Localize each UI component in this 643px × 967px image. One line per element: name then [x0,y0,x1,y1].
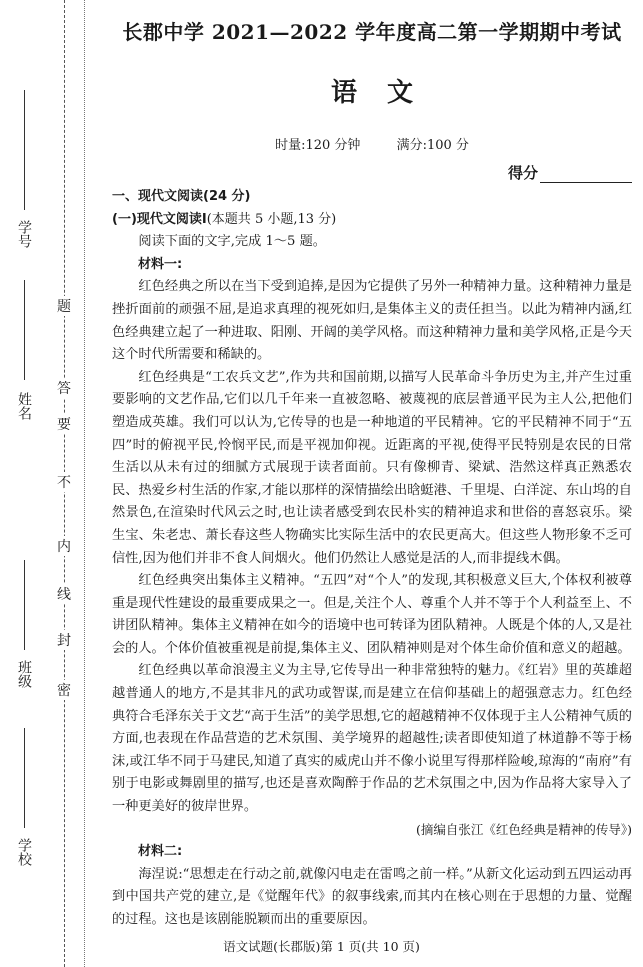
seal-char: 密 [56,680,72,700]
school-blank[interactable] [24,728,25,828]
reading-section [112,186,632,932]
binding-margin [0,0,90,967]
time-limit: 时量:120 分钟 [275,138,361,153]
score-label: 得分 [507,164,538,182]
class-blank[interactable] [24,560,25,650]
seal-char: 不 [56,472,72,492]
exam-title: 长郡中学 2021—2022 学年度高二第一学期期中考试 [122,20,622,44]
seal-char: 要 [56,414,72,434]
seal-dotted-line [84,0,85,967]
subsection-title: (一)现代文阅读Ⅰ [112,211,207,227]
seal-char: 线 [56,584,72,604]
student-id-label: 学号 [16,220,32,248]
subsection-note: (本题共 5 小题,13 分) [206,211,337,227]
score-blank[interactable] [540,169,632,183]
section-heading: 一、现代文阅读(24 分) [112,189,251,204]
paragraph: 红色经典突出集体主义精神。“五四”对“个人”的发现,其积极意义巨大,个体权利被尊重是现代性建设的最重要成果之一。但是,关注个人、尊重个人并不等于个人利益至上、不讲团队精神。集体主义精神在如今的语境中也可转译为团队精神。人既是个体的人,又是社会的人。个体价值被重视是前提,集体主义、团队精神则是对个体生命价值和意义的超越。 [112,573,632,656]
page-footer: 语文试题(长郡版)第 1 页(共 10 页) [223,939,420,954]
subsection-heading [112,209,632,232]
seal-char: 封 [56,630,72,650]
seal-char: 内 [56,536,72,556]
exam-meta [112,134,632,153]
seal-char: 答 [56,378,72,398]
material-label: 材料一: [138,256,183,272]
school-label: 学校 [16,838,32,866]
paragraph: 红色经典之所以在当下受到追捧,是因为它提供了另外一种精神力量。这种精神力量是挫折面前的顽强不屈,是追求真理的视死如归,是集体主义的责任担当。以此为精神内涵,红色经典建立起了一种进取、阳刚、开阔的美学风格。而这种精神力量和美学风格,正是今天这个时代所需要和稀缺的。 [112,279,632,363]
paragraph: 红色经典是“工农兵文艺”,作为共和国前期,以描写人民革命斗争历史为主,并产生过重要影响的文艺作品,它们以几千年来一直被忽略、被蔑视的底层普通平民为主人公,把他们塑造成英雄。我们可以认为,它传导的也是一种地道的平民精神。它的平民精神不同于“五四”时的俯视平民,怜悯平民,而是平视加仰视。近距离的平视,使得平民特别是农民的日常生活以从未有过的细腻方式展现于读者面前。只有像柳青、梁斌、浩然这样真正熟悉农民、热爱乡村生活的作家,才能以那样的深情描绘出晗蜓港、千里堤、白洋淀、东山坞的自然景色,在渲染时代风云之时,也让读者感受到农民朴实的精神追求和世俗的喜怒哀乐。梁生宝、朱老忠、萧长春这些人物确实比实际生活中的农民更高大。但这些人物形象不乏可信性,因为他们并非不食人间烟火。他们仍然让人感觉是活的人,而非提线木偶。 [112,369,632,566]
full-score: 满分:100 分 [396,138,469,153]
paragraph: 红色经典以革命浪漫主义为主导,它传导出一种非常独特的魅力。《红岩》里的英雄超越普通人的地方,不是其非凡的武功或智谋,而是建立在信仰基础上的超强意志力。红色经典符合毛泽东关于文艺“高于生活”的美学思想,它的超越精神不仅体现于主人公精神气质的方面,也表现在作品营造的艺术氛围、美学境界的超越性;读者即使知道了林道静不等于杨沫,或江华不同于马建民,知道了真实的威虎山并不像小说里写得那样险峻,琼海的“南府”有别于电影或舞剧里的描写,也还是喜欢陶醉于作品的艺术氛围之中,因为作品将大家导入了一种更美好的彼岸世界。 [112,663,632,815]
student-id-blank[interactable] [24,90,25,210]
name-label: 姓名 [16,392,32,420]
paragraph: 海涅说:“思想走在行动之前,就像闪电走在雷鸣之前一样。”从新文化运动到五四运动再到中国共产党的建立,是《觉醒年代》的叙事线索,而其内在核心则在于思想的力量、觉醒的过程。这也是该剧能脱颖而出的重要原因。 [112,866,632,927]
class-label: 班级 [16,660,32,688]
subject-title: 语文 [330,78,443,108]
source-citation: (摘编自张江《红色经典是精神的传导》) [415,821,632,837]
instruction-text: 阅读下面的文字,完成 1～5 题。 [138,234,326,250]
score-box [508,162,632,183]
seal-char: 题 [56,296,72,316]
exam-page [112,0,632,967]
material-label: 材料二: [138,844,183,860]
name-blank[interactable] [24,280,25,380]
